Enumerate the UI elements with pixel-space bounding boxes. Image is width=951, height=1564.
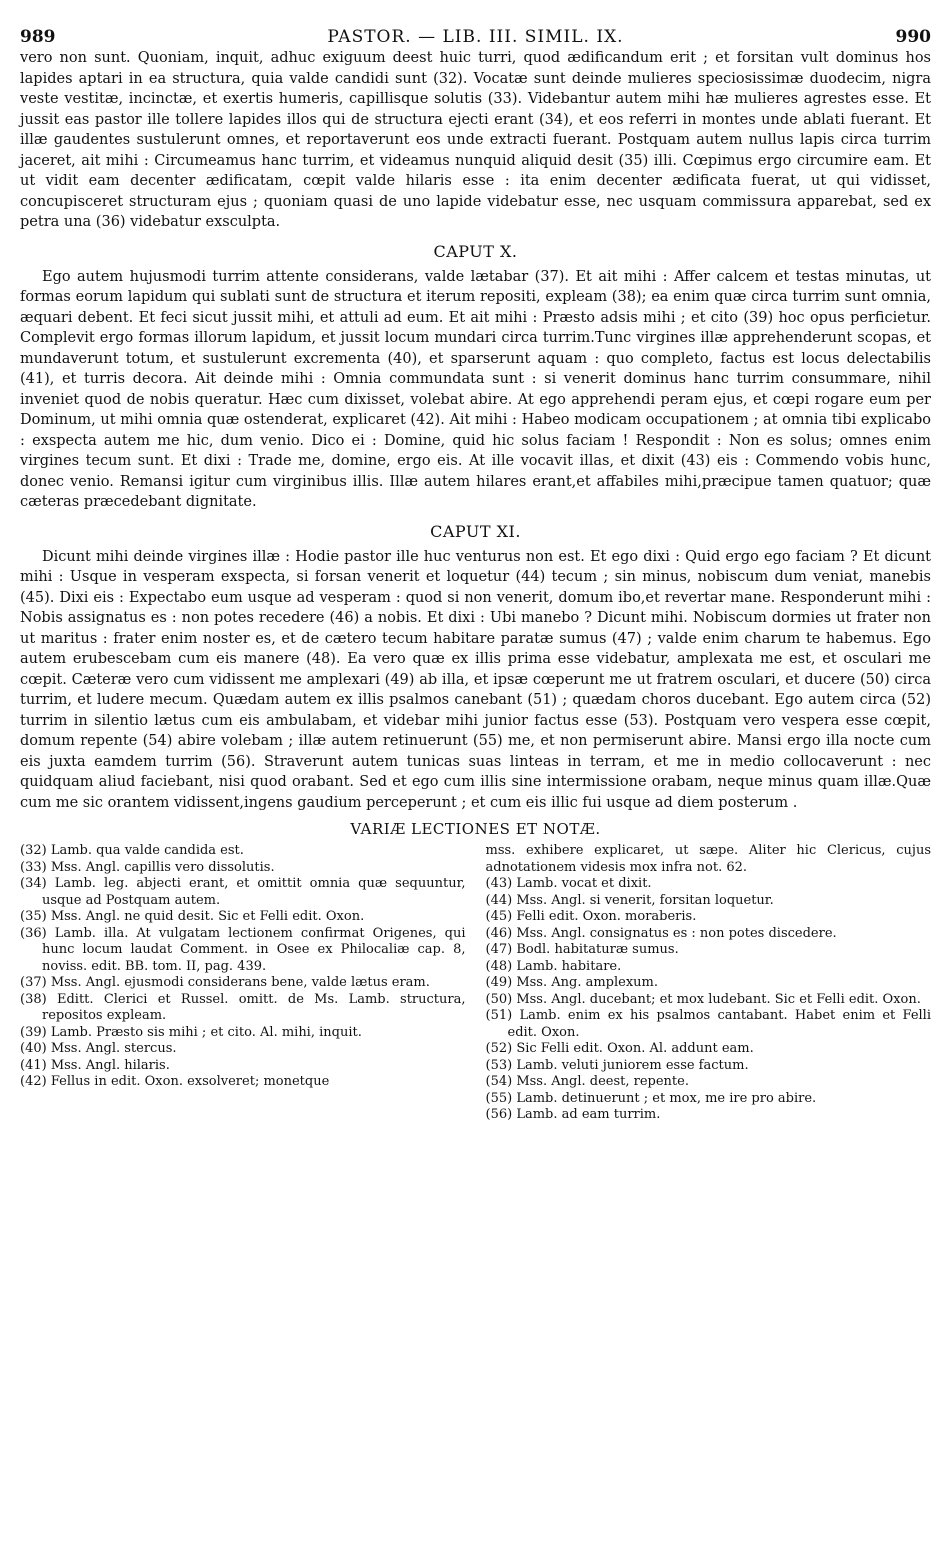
note-item: (37) Mss. Angl. ejusmodi considerans bene, valde lætus eram. [20, 975, 430, 990]
chapter-heading-xi: CAPUT XI. [430, 521, 521, 541]
notes-heading: VARIÆ LECTIONES ET NOTÆ. [350, 820, 601, 838]
note-item: (34) Lamb. leg. abjecti erant, et omittit omnia quæ sequuntur, usque ad Postquam autem. [20, 876, 466, 908]
note-item: (54) Mss. Angl. deest, repente. [485, 1074, 689, 1089]
main-text [20, 48, 931, 813]
note-item: (52) Sic Felli edit. Oxon. Al. addunt eam. [485, 1041, 754, 1056]
note-continuation: mss. exhibere explicaret, ut sæpe. Aliter hic Clericus, cujus adnotationem videsis mox infra not. 62. [485, 843, 931, 875]
note-item: (47) Bodl. habitaturæ sumus. [485, 942, 679, 957]
note-item: (39) Lamb. Præsto sis mihi ; et cito. Al. mihi, inquit. [20, 1024, 362, 1040]
note-item: (32) Lamb. qua valde candida est. [20, 843, 244, 858]
note-item: (42) Fellus in edit. Oxon. exsolveret; monetque [20, 1074, 330, 1089]
note-item: (51) Lamb. enim ex his psalmos cantabant. Habet enim et Felli edit. Oxon. [485, 1008, 931, 1040]
page-number-right: 990 [895, 27, 931, 47]
note-item: (48) Lamb. habitare. [485, 958, 622, 974]
note-item: (45) Felli edit. Oxon. moraberis. [485, 909, 697, 924]
notes-section [20, 843, 931, 1124]
note-item: (56) Lamb. ad eam turrim. [485, 1107, 661, 1122]
chapter-heading-x: CAPUT X. [433, 241, 518, 261]
chapter-xi-paragraph: Dicunt mihi deinde virgines illæ : Hodie pastor ille huc venturus non est. Et ego dixi : Quid ergo ego faciam ? Et dicunt mihi : Usque in vesperam exspecta, si forsan venerit et loquetur (44) tecum ; sin minus, nobiscum dum veniat, manebis (45). Dixi eis : Expectabo eum usque ad vesperam : quod si non venerit, domum ibo,et revertar mane. Responderunt mihi : Nobis assignatus es : non potes recedere (46) a nobis. Et dixi : Ubi manebo ? Dicunt mihi. Nobiscum dormies ut frater non ut maritus : frater enim noster es, et de cætero tecum habitare paratæ sumus (47) ; valde enim charum te habemus. Ego autem erubescebam cum eis manere (48). Ea vero quæ ex illis prima esse videbatur, amplexata me est, et osculari me cœpit. Cæteræ vero cum vidissent me amplexari (49) ab illa, et ipsæ cœperunt me ut fratrem osculari, et ducere (50) circa turrim, et ludere mecum. Quædam autem ex illis psalmos canebant (51) ; quædam choros ducebant. Ego autem circa (52) turrim in silentio lætus cum eis ambulabam, et videbar mihi junior factus esse (53). Postquam vero vespera esse cœpit, domum repente (54) abire volebam ; illæ autem retinuerunt (55) me, et non permiserunt abire. Mansi ergo illa nocte cum eis juxta eamdem turrim (56). Straverunt autem tunicas suas linteas in terram, et me in medio collocaverunt : nec quidquam aliud faciebant, nisi quod orabant. Sed et ego cum illis sine intermissione orabam, neque minus quam illæ.Quæ cum me sic orantem vidissent,ingens gaudium perceperunt ; et cum eis illic fui usque ad diem posterum . [20, 548, 931, 811]
note-item: (35) Mss. Angl. ne quid desit. Sic et Felli edit. Oxon. [20, 909, 365, 924]
note-item: (38) Editt. Clerici et Russel. omitt. de Ms. Lamb. structura, repositos expleam. [20, 991, 466, 1023]
page-number-left: 989 [20, 27, 56, 47]
notes-right-column [486, 843, 932, 1124]
note-item: (46) Mss. Angl. consignatus es : non potes discedere. [485, 925, 837, 941]
note-item: (36) Lamb. illa. At vulgatam lectionem confirmat Origenes, qui hunc locum laudat Comment. in Osee ex Philocaliæ cap. 8, noviss. edit. BB. tom. II, pag. 439. [20, 925, 466, 974]
note-item: (50) Mss. Angl. ducebant; et mox ludebant. Sic et Felli edit. Oxon. [485, 991, 921, 1007]
note-item: (33) Mss. Angl. capillis vero dissolutis. [20, 859, 275, 875]
note-item: (49) Mss. Ang. amplexum. [485, 975, 658, 990]
chapter-x-paragraph: Ego autem hujusmodi turrim attente considerans, valde lætabar (37). Et ait mihi : Affer calcem et testas minutas, ut formas eorum lapidum qui sublati sunt de structura et iterum repositi, expleam (38); ea enim quæ circa turrim sunt omnia, æquari debent. Et feci sicut jussit mihi, et attuli ad eum. Et ait mihi : Præsto adsis mihi ; et cito (39) hoc opus perficietur. Complevit ergo formas illorum lapidum, et jussit locum mundari circa turrim.Tunc virgines illæ apprehenderunt scopas, et mundaverunt totum, et sustulerunt excrementa (40), et sparserunt aquam : quo completo, factus est locus delectabilis (41), et turris decora. Ait deinde mihi : Omnia commundata sunt : si venerit dominus hanc turrim consummare, nihil inveniet quod de nobis queratur. Hæc cum dixisset, volebat abire. At ego apprehendi peram ejus, et cœpi rogare eum per Dominum, ut mihi omnia quæ ostenderat, explicaret (42). Ait mihi : Habeo modicam occupationem ; at omnia tibi explicabo : exspecta autem me hic, dum venio. Dico ei : Domine, quid hic solus faciam ! Respondit : Non es solus; omnes enim virgines tecum sunt. Et dixi : Trade me, domine, ergo eis. At ille vocavit illas, et dixit (43) eis : Commendo vobis hunc, donec venio. Remansi igitur cum virginibus illis. Illæ autem hilares erant,et affabiles mihi,præcipue tamen quatuor; quæ cæteras præcedebant dignitate. [20, 268, 931, 510]
note-item: (55) Lamb. detinuerunt ; et mox, me ire pro abire. [485, 1090, 817, 1106]
intro-paragraph: vero non sunt. Quoniam, inquit, adhuc exiguum deest huic turri, quod ædificandum erit ; et forsitan vult dominus hos lapides aptari in ea structura, quia valde candidi sunt (32). Vocatæ sunt deinde mulieres speciosissimæ duodecim, nigra veste vestitæ, incinctæ, et exertis humeris, capillisque solutis (33). Videbantur autem mihi hæ mulieres agrestes esse. Et jussit eas pastor ille tollere lapides illos qui de structura ejecti erant (34), et eos referri in montes unde ablati fuerant. Et illæ gaudentes sustulerunt omnes, et reportaverunt eos unde extracti fuerant. Postquam autem nullus lapis circa turrim jaceret, ait mihi : Circumeamus hanc turrim, et videamus nunquid aliquid desit (35) illi. Cœpimus ergo circumire eam. Et ut vidit eam decenter ædificatam, cœpit valde hilaris esse : ita enim decenter ædificata fuerat, ut qui vidisset, concupisceret structuram ejus ; quoniam quasi de uno lapide videbatur esse, nec usquam commissura apparebat, sed ex petra una (36) videbatur exsculpta. [20, 50, 931, 230]
notes-left-column [20, 843, 466, 1124]
note-item: (43) Lamb. vocat et dixit. [485, 876, 652, 891]
note-item: (44) Mss. Angl. si venerit, forsitan loquetur. [485, 892, 774, 908]
note-item: (40) Mss. Angl. stercus. [20, 1041, 177, 1056]
note-item: (41) Mss. Angl. hilaris. [20, 1057, 170, 1073]
note-item: (53) Lamb. veluti juniorem esse factum. [485, 1057, 749, 1073]
running-header [20, 18, 931, 48]
running-title: PASTOR. — LIB. III. SIMIL. IX. [327, 27, 624, 47]
